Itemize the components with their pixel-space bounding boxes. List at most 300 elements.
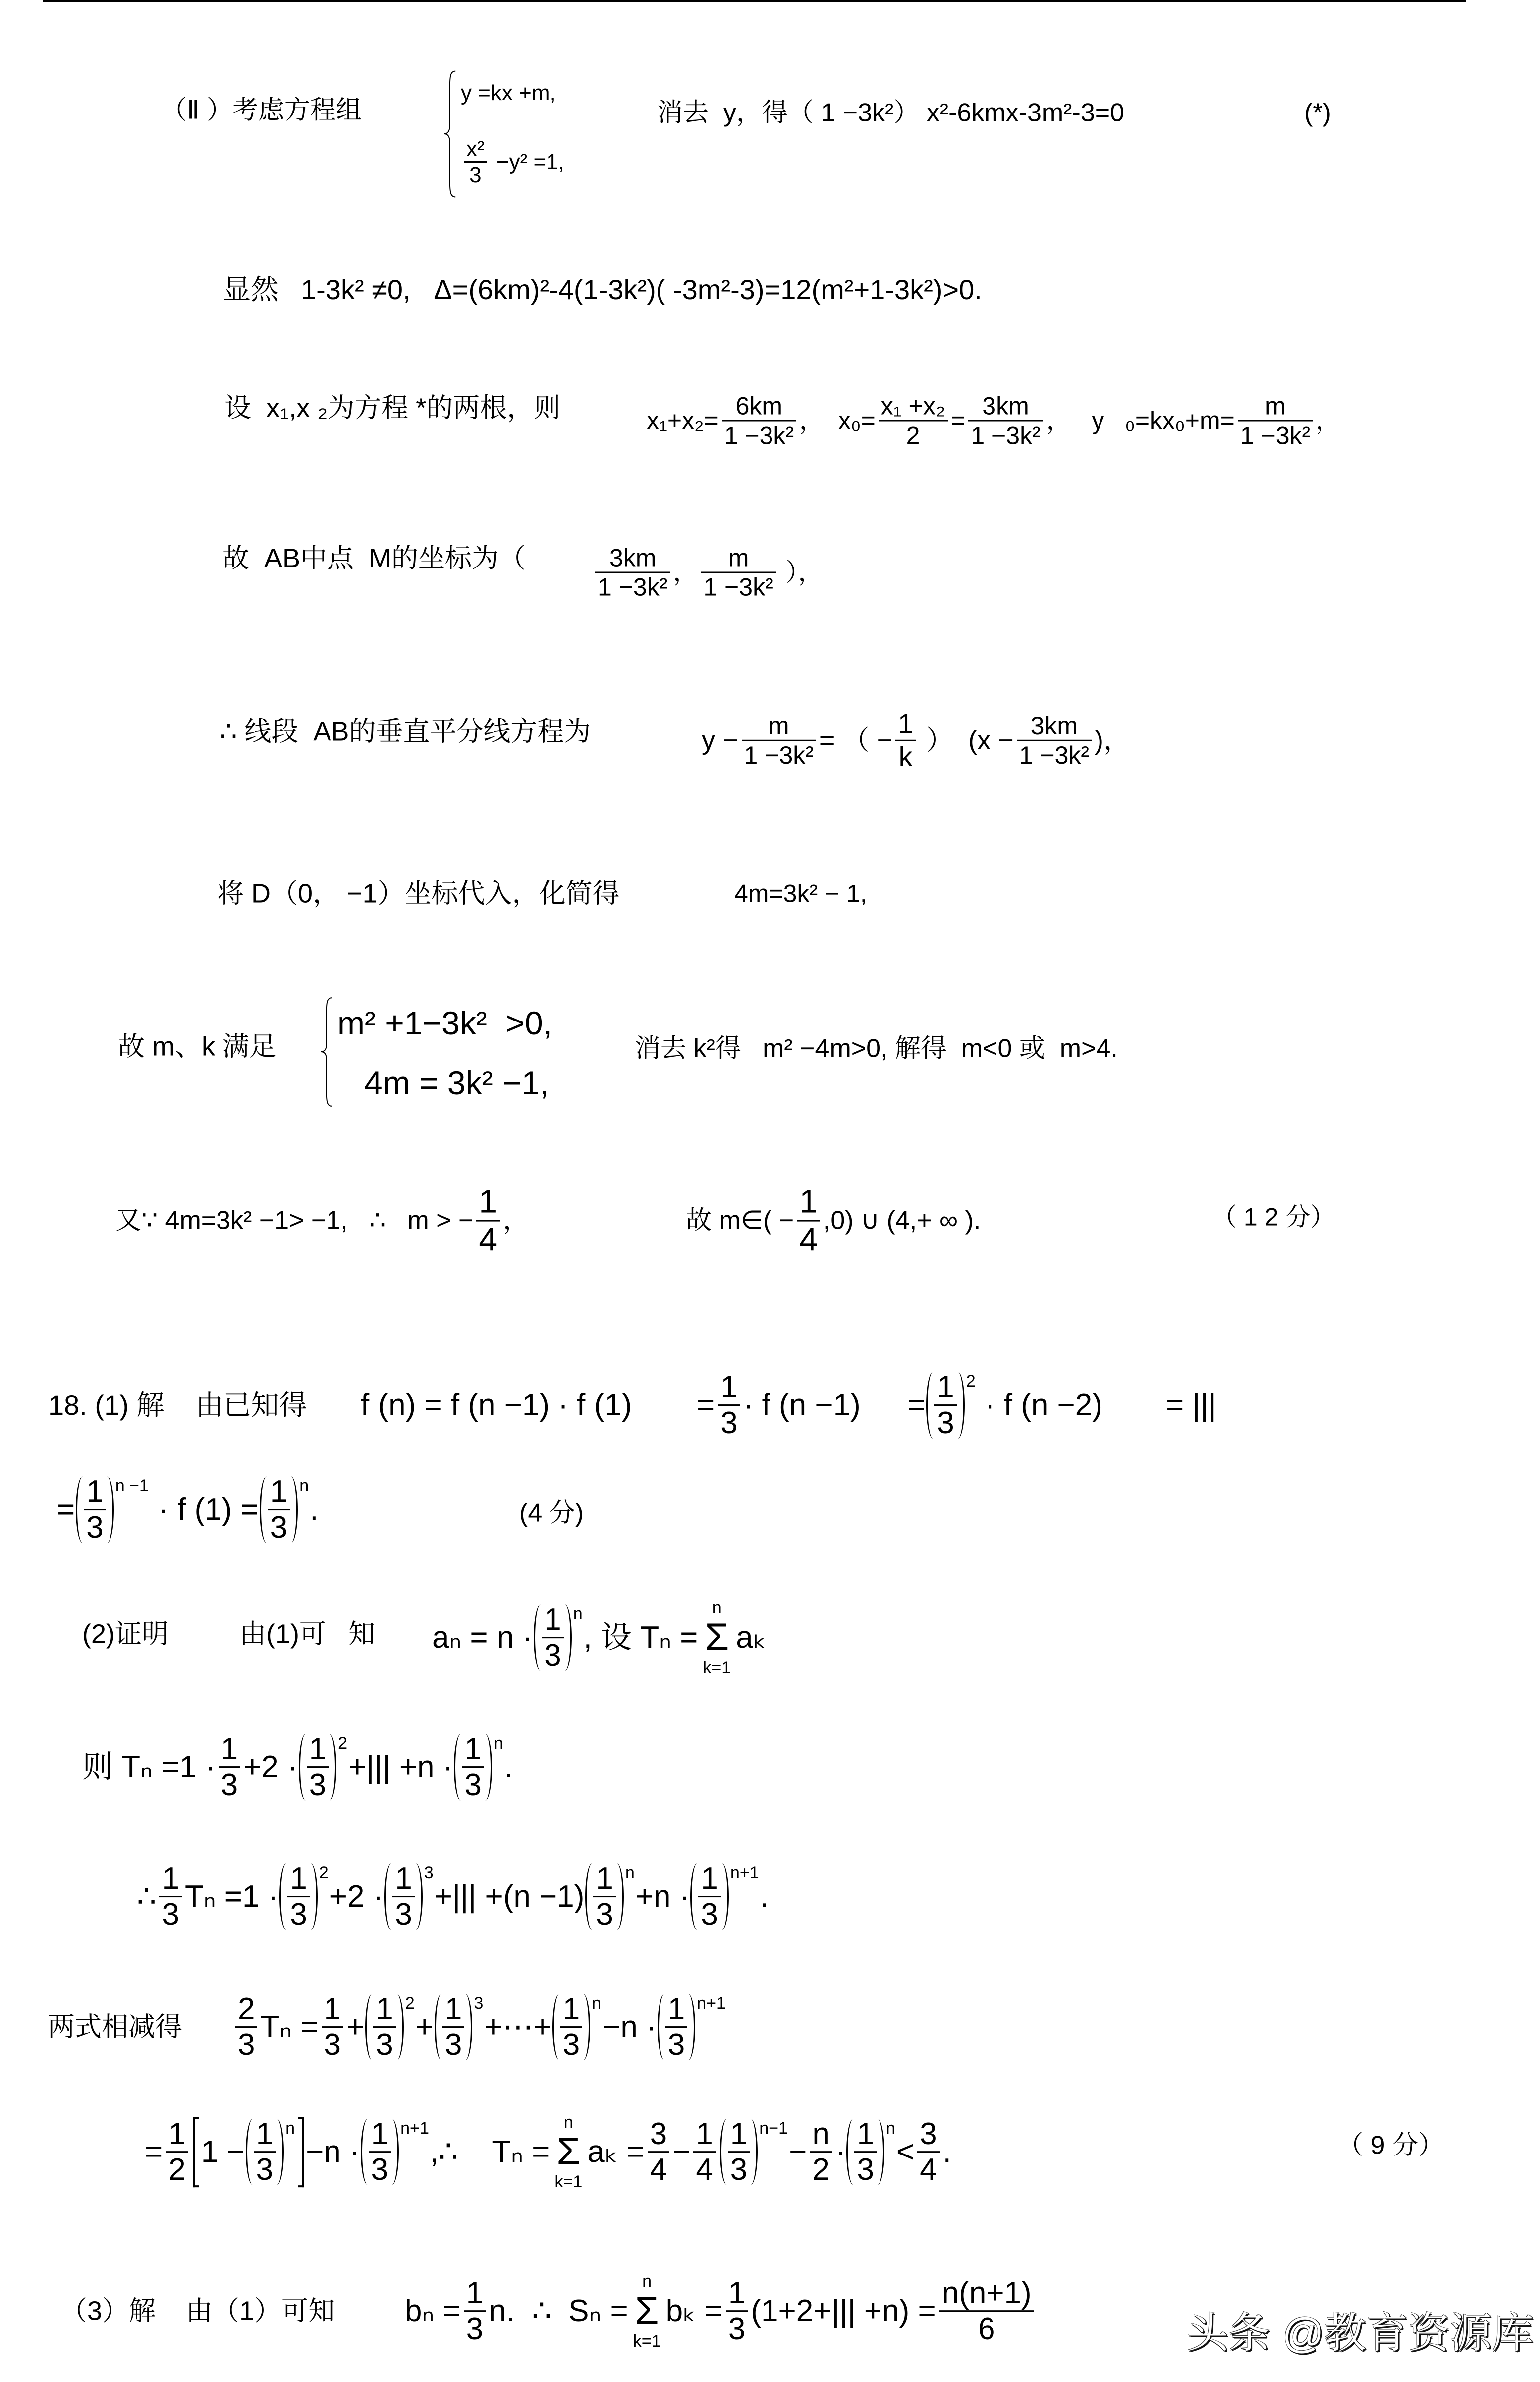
parenthesized-fraction bbox=[552, 1992, 601, 2062]
q18-line1-math-c bbox=[907, 1370, 1102, 1441]
score-label bbox=[1337, 2131, 1444, 2159]
numerator: 1 bbox=[696, 2117, 713, 2152]
numerator: 1 bbox=[466, 2276, 484, 2311]
parenthesized-fraction bbox=[690, 1861, 759, 1932]
math-text: = ||| bbox=[1166, 1387, 1216, 1422]
q18-line1-math-d bbox=[1166, 1388, 1216, 1422]
denominator: 3 bbox=[464, 1768, 482, 1803]
fraction bbox=[797, 1183, 820, 1258]
numerator: 1 bbox=[324, 1992, 341, 2027]
math-text: ， bbox=[503, 1206, 529, 1235]
exponent: n bbox=[592, 1994, 602, 2013]
math-text: +n · bbox=[635, 1879, 690, 1914]
denominator: 3 bbox=[376, 2028, 393, 2062]
fraction bbox=[84, 1475, 106, 1545]
exponent: n+1 bbox=[697, 1994, 726, 2013]
exponent: 3 bbox=[424, 1863, 434, 1883]
part2-line7-lead bbox=[118, 1032, 276, 1061]
denominator: 3 bbox=[720, 1406, 738, 1441]
sum-upper-limit: n bbox=[712, 1598, 722, 1618]
exponent: n bbox=[285, 2119, 295, 2138]
math-text: 故 m∈( − bbox=[686, 1206, 794, 1235]
numerator: 1 bbox=[479, 1182, 498, 1220]
denominator: 6 bbox=[978, 2312, 995, 2347]
denominator: 3 bbox=[562, 2028, 580, 2062]
equation-line bbox=[337, 1007, 552, 1039]
fraction bbox=[934, 1370, 956, 1441]
exponent: n bbox=[573, 1604, 583, 1624]
numerator: 3km bbox=[609, 544, 657, 572]
exponent: 3 bbox=[474, 1994, 484, 2013]
lead-text: 两式相减得 bbox=[48, 2012, 182, 2042]
sigma-icon: Σ bbox=[556, 2130, 581, 2173]
part2-line8-b bbox=[686, 1183, 981, 1258]
part2-line6-lead bbox=[217, 879, 620, 908]
fraction bbox=[219, 1732, 240, 1803]
q18-line8-lead bbox=[60, 2296, 335, 2326]
fraction bbox=[698, 1861, 720, 1932]
fraction bbox=[854, 2117, 876, 2187]
parenthesized-fraction bbox=[365, 1992, 414, 2062]
math-text: ,0) ∪ (4,+ ∞ ). bbox=[823, 1206, 981, 1235]
fraction bbox=[728, 2117, 750, 2187]
q18-line7-math bbox=[145, 2114, 951, 2190]
numerator: 3km bbox=[1030, 711, 1078, 740]
fraction bbox=[287, 1861, 309, 1932]
inequality-system bbox=[319, 997, 552, 1107]
denominator: 3 bbox=[162, 1897, 179, 1932]
denominator: 1 −3k² bbox=[1019, 741, 1090, 769]
numerator: 3 bbox=[650, 2117, 667, 2152]
left-paren bbox=[435, 1994, 441, 2060]
denominator: 3 bbox=[270, 1510, 288, 1545]
left-paren bbox=[846, 2119, 853, 2185]
section-label: （Ⅱ ）考虑方程组 bbox=[161, 96, 362, 125]
fraction bbox=[718, 1370, 740, 1441]
q18-line6-lead bbox=[48, 2012, 182, 2042]
q18-line2-math bbox=[57, 1475, 318, 1545]
math-text: 1 − bbox=[201, 2134, 245, 2169]
part2-line5-lead bbox=[220, 717, 591, 746]
denominator: 3 bbox=[469, 163, 482, 188]
denominator: 4 bbox=[696, 2153, 713, 2187]
numerator: m bbox=[728, 544, 749, 572]
math-text: · f (1) = bbox=[149, 1492, 259, 1527]
fraction bbox=[442, 1992, 464, 2062]
right-bracket bbox=[298, 2117, 304, 2188]
right-paren bbox=[485, 1734, 492, 1800]
left-paren bbox=[585, 1863, 592, 1929]
denominator: k bbox=[898, 740, 913, 772]
denominator: 3 bbox=[667, 2028, 685, 2062]
parenthesized-fraction bbox=[585, 1861, 634, 1932]
equation-text: −y² =1, bbox=[490, 149, 564, 174]
math-text: aₖ = bbox=[587, 2134, 645, 2169]
numerator: 1 bbox=[395, 1861, 412, 1896]
exponent: n+1 bbox=[400, 2119, 429, 2138]
right-paren bbox=[311, 1863, 318, 1929]
part2-line3-lead bbox=[224, 393, 560, 423]
math-text: (x − bbox=[953, 725, 1014, 755]
math-text: −n · bbox=[602, 2009, 657, 2044]
left-paren bbox=[690, 1863, 697, 1929]
numerator: 1 bbox=[270, 1475, 288, 1509]
exponent: n+1 bbox=[730, 1863, 759, 1883]
left-paren bbox=[534, 1604, 541, 1671]
numerator: m bbox=[768, 711, 789, 740]
fraction bbox=[392, 1861, 414, 1932]
left-paren bbox=[279, 1863, 286, 1929]
denominator: 1 −3k² bbox=[724, 421, 794, 450]
numerator: 1 bbox=[799, 1182, 818, 1220]
fraction bbox=[917, 2117, 939, 2187]
numerator: m bbox=[1265, 392, 1286, 420]
fraction bbox=[542, 1602, 563, 1673]
math-text: ， bbox=[1316, 406, 1341, 435]
math-text: ， x₀= bbox=[799, 406, 876, 435]
math-text: · f (n −2) bbox=[976, 1387, 1102, 1422]
equation-line bbox=[364, 1066, 552, 1099]
numerator: 1 bbox=[220, 1732, 238, 1767]
right-paren bbox=[751, 2119, 758, 2185]
left-paren bbox=[299, 1734, 306, 1800]
fraction bbox=[166, 2117, 188, 2187]
part2-line8-a bbox=[115, 1183, 529, 1258]
denominator: 3 bbox=[324, 2028, 341, 2062]
score-text: （ 9 分） bbox=[1337, 2131, 1444, 2160]
equation-tag bbox=[1304, 99, 1331, 127]
fraction bbox=[968, 392, 1043, 450]
denominator: 3 bbox=[220, 1768, 238, 1803]
denominator: 1 −3k² bbox=[598, 573, 668, 601]
denominator: 4 bbox=[479, 1221, 498, 1258]
left-brace-icon bbox=[442, 70, 459, 198]
q18-line8-math bbox=[405, 2273, 1037, 2350]
q18-line1-lead bbox=[48, 1390, 307, 1421]
lead-text: (1) 解 由已知得 bbox=[87, 1389, 307, 1421]
exponent: n bbox=[625, 1863, 635, 1883]
numerator: 1 bbox=[544, 1602, 561, 1637]
right-paren bbox=[565, 1604, 572, 1671]
part2-line2 bbox=[223, 274, 982, 305]
sigma-icon: Σ bbox=[635, 2289, 659, 2333]
equation-system bbox=[442, 70, 564, 198]
math-text: ， y ₀=kx₀+m= bbox=[1046, 406, 1235, 435]
numerator: 1 bbox=[309, 1732, 327, 1767]
exponent: n bbox=[885, 2119, 895, 2138]
left-paren bbox=[76, 1476, 83, 1543]
equation-line bbox=[461, 82, 564, 104]
q18-line3-math bbox=[432, 1599, 766, 1676]
math-text: n. ∴ Sₙ = bbox=[489, 2293, 628, 2328]
left-paren bbox=[260, 1476, 267, 1543]
left-brace-icon bbox=[319, 997, 335, 1107]
denominator: 3 bbox=[701, 1897, 718, 1932]
numerator: 1 bbox=[162, 1861, 179, 1896]
parenthesized-fraction bbox=[279, 1861, 328, 1932]
parenthesized-fraction bbox=[260, 1475, 309, 1545]
numerator: 1 bbox=[667, 1992, 685, 2027]
math-text: ∴ bbox=[137, 1879, 157, 1914]
numerator: 1 bbox=[596, 1861, 613, 1896]
q18-line5-math bbox=[137, 1861, 769, 1932]
denominator: 3 bbox=[596, 1897, 613, 1932]
exponent: n bbox=[493, 1734, 503, 1753]
parenthesized-fraction bbox=[926, 1370, 975, 1441]
part2-line6-math bbox=[734, 880, 867, 907]
fraction bbox=[722, 392, 796, 450]
system-equations bbox=[461, 70, 564, 198]
math-text: = bbox=[57, 1492, 75, 1527]
math-text: = bbox=[697, 1387, 715, 1422]
fraction bbox=[560, 1992, 582, 2062]
math-text: − bbox=[789, 2134, 807, 2169]
denominator: 4 bbox=[650, 2153, 667, 2187]
numerator: 1 bbox=[701, 1861, 718, 1896]
sum-upper-limit: n bbox=[563, 2113, 573, 2132]
numerator: 1 bbox=[290, 1861, 307, 1896]
question-number: 18. bbox=[48, 1389, 87, 1421]
math-text: = （ − bbox=[819, 725, 892, 755]
tag-text: (*) bbox=[1304, 98, 1331, 127]
numerator: 1 bbox=[86, 1475, 104, 1509]
part2-line1-elimination bbox=[657, 99, 1124, 127]
fraction bbox=[462, 1732, 484, 1803]
score-label bbox=[1212, 1204, 1335, 1231]
numerator: 6km bbox=[735, 392, 783, 420]
right-paren bbox=[107, 1476, 114, 1543]
fraction bbox=[1017, 712, 1092, 769]
denominator: 3 bbox=[395, 1897, 412, 1932]
numerator: 1 bbox=[464, 1732, 482, 1767]
math-text: . bbox=[310, 1492, 319, 1527]
math-text: + bbox=[415, 2009, 434, 2044]
fraction bbox=[322, 1992, 343, 2062]
equation-line bbox=[461, 137, 564, 188]
left-paren bbox=[720, 2119, 727, 2185]
sum-lower-limit: k=1 bbox=[633, 2331, 661, 2351]
math-text: = bbox=[907, 1387, 926, 1422]
parenthesized-fraction bbox=[246, 2117, 295, 2187]
denominator: 3 bbox=[444, 2028, 462, 2062]
math-text: = bbox=[145, 2134, 163, 2169]
exponent: n−1 bbox=[759, 2119, 788, 2138]
left-paren bbox=[246, 2119, 253, 2185]
right-paren bbox=[617, 1863, 624, 1929]
q18-line1-math-b bbox=[697, 1370, 861, 1441]
left-paren bbox=[552, 1994, 559, 2060]
denominator: 3 bbox=[290, 1897, 307, 1932]
denominator: 3 bbox=[238, 2028, 255, 2062]
right-paren bbox=[688, 1994, 695, 2060]
part2-line4-lead bbox=[222, 544, 526, 573]
right-paren bbox=[330, 1734, 336, 1800]
math-text: +⋯+ bbox=[484, 2009, 551, 2044]
summation bbox=[554, 2114, 582, 2190]
math-text: )， bbox=[1095, 725, 1131, 755]
denominator: 4 bbox=[920, 2153, 937, 2187]
numerator: 1 bbox=[371, 2117, 389, 2152]
exponent: 2 bbox=[319, 1863, 329, 1883]
math-text: ,∴ Tₙ = bbox=[430, 2134, 550, 2169]
fraction bbox=[742, 712, 816, 769]
numerator: 1 bbox=[720, 1370, 738, 1405]
numerator: 1 bbox=[730, 2117, 748, 2152]
parenthesized-fraction bbox=[658, 1992, 726, 2062]
denominator: 3 bbox=[730, 2153, 748, 2187]
part2-line7-tail bbox=[635, 1034, 1118, 1063]
denominator: 2 bbox=[812, 2153, 830, 2187]
right-paren bbox=[958, 1372, 965, 1438]
math-text: bₙ = bbox=[405, 2293, 461, 2328]
right-paren bbox=[397, 1994, 404, 2060]
numerator: x₁ +x₂ bbox=[880, 392, 946, 420]
system-equations bbox=[337, 997, 552, 1107]
lead-text: 故 AB中点 M的坐标为（ bbox=[222, 543, 526, 573]
math-text: aₖ bbox=[736, 1620, 767, 1655]
right-paren bbox=[878, 2119, 884, 2185]
right-paren bbox=[392, 2119, 399, 2185]
fraction bbox=[726, 2276, 748, 2347]
fraction bbox=[693, 2117, 715, 2187]
math-text: ， bbox=[673, 558, 698, 586]
math-text: 消去 k²得 m² −4m>0, 解得 m<0 或 m>4. bbox=[635, 1034, 1118, 1063]
parenthesized-fraction bbox=[76, 1475, 149, 1545]
numerator: 1 bbox=[857, 2117, 874, 2152]
lead-text: 显然 bbox=[223, 274, 279, 306]
numerator: 3 bbox=[920, 2117, 937, 2152]
math-text: ） bbox=[919, 725, 954, 755]
equation-text: y =kx +m, bbox=[461, 81, 556, 105]
q18-line1-math-a bbox=[361, 1388, 632, 1422]
q18-line4-math bbox=[82, 1732, 513, 1803]
denominator: 3 bbox=[544, 1638, 561, 1673]
numerator: 3km bbox=[982, 392, 1029, 420]
math-text: +||| +n · bbox=[348, 1749, 453, 1784]
math-text: +2 · bbox=[243, 1749, 298, 1784]
q18-line3-mid bbox=[239, 1619, 375, 1649]
fraction bbox=[268, 1475, 290, 1545]
summation bbox=[633, 2273, 661, 2350]
numerator: 1 bbox=[256, 2117, 274, 2152]
score-label bbox=[519, 1499, 584, 1527]
lead-text: 故 m、k 满足 bbox=[118, 1031, 276, 1062]
math-text: · f (n −1) bbox=[743, 1387, 861, 1422]
fraction bbox=[307, 1732, 329, 1803]
numerator: 1 bbox=[168, 2117, 186, 2152]
math-text: . bbox=[760, 1879, 769, 1914]
math-text: − bbox=[672, 2134, 691, 2169]
right-paren bbox=[277, 2119, 284, 2185]
denominator: 2 bbox=[906, 421, 920, 450]
q18-line6-math bbox=[232, 1992, 727, 2062]
left-paren bbox=[658, 1994, 664, 2060]
math-text: · bbox=[835, 2134, 846, 2169]
denominator: 1 −3k² bbox=[703, 573, 773, 601]
part2-line4-math bbox=[592, 544, 823, 601]
math-text: −n · bbox=[306, 2134, 360, 2169]
denominator: 3 bbox=[728, 2312, 746, 2347]
math-text: Tₙ = bbox=[260, 2009, 319, 2044]
right-paren bbox=[465, 1994, 472, 2060]
parenthesized-fraction bbox=[435, 1992, 483, 2062]
equation-text: 4m = 3k² −1, bbox=[364, 1064, 549, 1101]
numerator: 1 bbox=[728, 2276, 746, 2311]
denominator: 2 bbox=[168, 2153, 186, 2187]
math-text: +||| +(n −1) bbox=[434, 1879, 585, 1914]
numerator: 1 bbox=[562, 1992, 580, 2027]
equation-text: m² +1−3k² >0, bbox=[337, 1005, 552, 1041]
fraction bbox=[701, 544, 775, 601]
denominator: 3 bbox=[309, 1768, 327, 1803]
math-text: +2 · bbox=[329, 1879, 384, 1914]
exponent: 2 bbox=[405, 1994, 415, 2013]
fraction bbox=[810, 2117, 832, 2187]
fraction bbox=[595, 544, 670, 601]
numerator: n bbox=[812, 2117, 830, 2152]
right-paren bbox=[416, 1863, 423, 1929]
denominator: 3 bbox=[937, 1406, 954, 1441]
denominator: 3 bbox=[256, 2153, 274, 2187]
left-paren bbox=[926, 1372, 933, 1438]
math-text: ）， bbox=[778, 558, 823, 586]
sum-lower-limit: k=1 bbox=[703, 1658, 731, 1677]
numerator: 1 bbox=[376, 1992, 393, 2027]
part2-line5-math bbox=[702, 708, 1130, 772]
fraction bbox=[254, 2117, 276, 2187]
sum-upper-limit: n bbox=[642, 2272, 652, 2291]
lead-text: (2)证明 bbox=[82, 1619, 169, 1649]
top-rule bbox=[43, 0, 1466, 2]
math-text: = bbox=[951, 406, 966, 435]
fraction bbox=[939, 2276, 1034, 2347]
fraction bbox=[879, 392, 948, 450]
numerator: 2 bbox=[238, 1992, 255, 2027]
parenthesized-fraction bbox=[846, 2117, 895, 2187]
math-text: x₁+x₂= bbox=[647, 406, 719, 435]
right-paren bbox=[722, 1863, 729, 1929]
math-text: (1+2+||| +n) = bbox=[751, 2293, 936, 2328]
sigma-icon: Σ bbox=[705, 1616, 729, 1659]
fraction bbox=[159, 1861, 181, 1932]
math-text: aₙ = n · bbox=[432, 1620, 533, 1655]
fraction bbox=[895, 708, 916, 772]
lead-text: 由(1)可 知 bbox=[239, 1619, 376, 1649]
denominator: 4 bbox=[799, 1221, 818, 1258]
fraction bbox=[235, 1992, 257, 2062]
left-bracket bbox=[193, 2117, 199, 2188]
parenthesized-fraction bbox=[299, 1732, 347, 1803]
fraction bbox=[1238, 392, 1313, 450]
lead-text: 将 D（0， −1）坐标代入，化简得 bbox=[217, 878, 620, 908]
parenthesized-fraction bbox=[534, 1602, 582, 1673]
score-text: (4 分) bbox=[519, 1498, 584, 1528]
denominator: 1 −3k² bbox=[971, 421, 1041, 450]
summation bbox=[703, 1599, 731, 1676]
left-paren bbox=[361, 2119, 368, 2185]
math-text: f (n) = f (n −1) · f (1) bbox=[361, 1387, 632, 1422]
math-text: . bbox=[942, 2134, 951, 2169]
math-text: 4m=3k² − 1, bbox=[734, 879, 867, 907]
fraction bbox=[369, 2117, 391, 2187]
right-paren bbox=[583, 1994, 590, 2060]
math-text: < bbox=[896, 2134, 915, 2169]
exponent: n −1 bbox=[115, 1476, 149, 1496]
fraction bbox=[464, 137, 487, 188]
fraction bbox=[648, 2117, 669, 2187]
parenthesized-fraction bbox=[720, 2117, 788, 2187]
denominator: 3 bbox=[466, 2312, 484, 2347]
